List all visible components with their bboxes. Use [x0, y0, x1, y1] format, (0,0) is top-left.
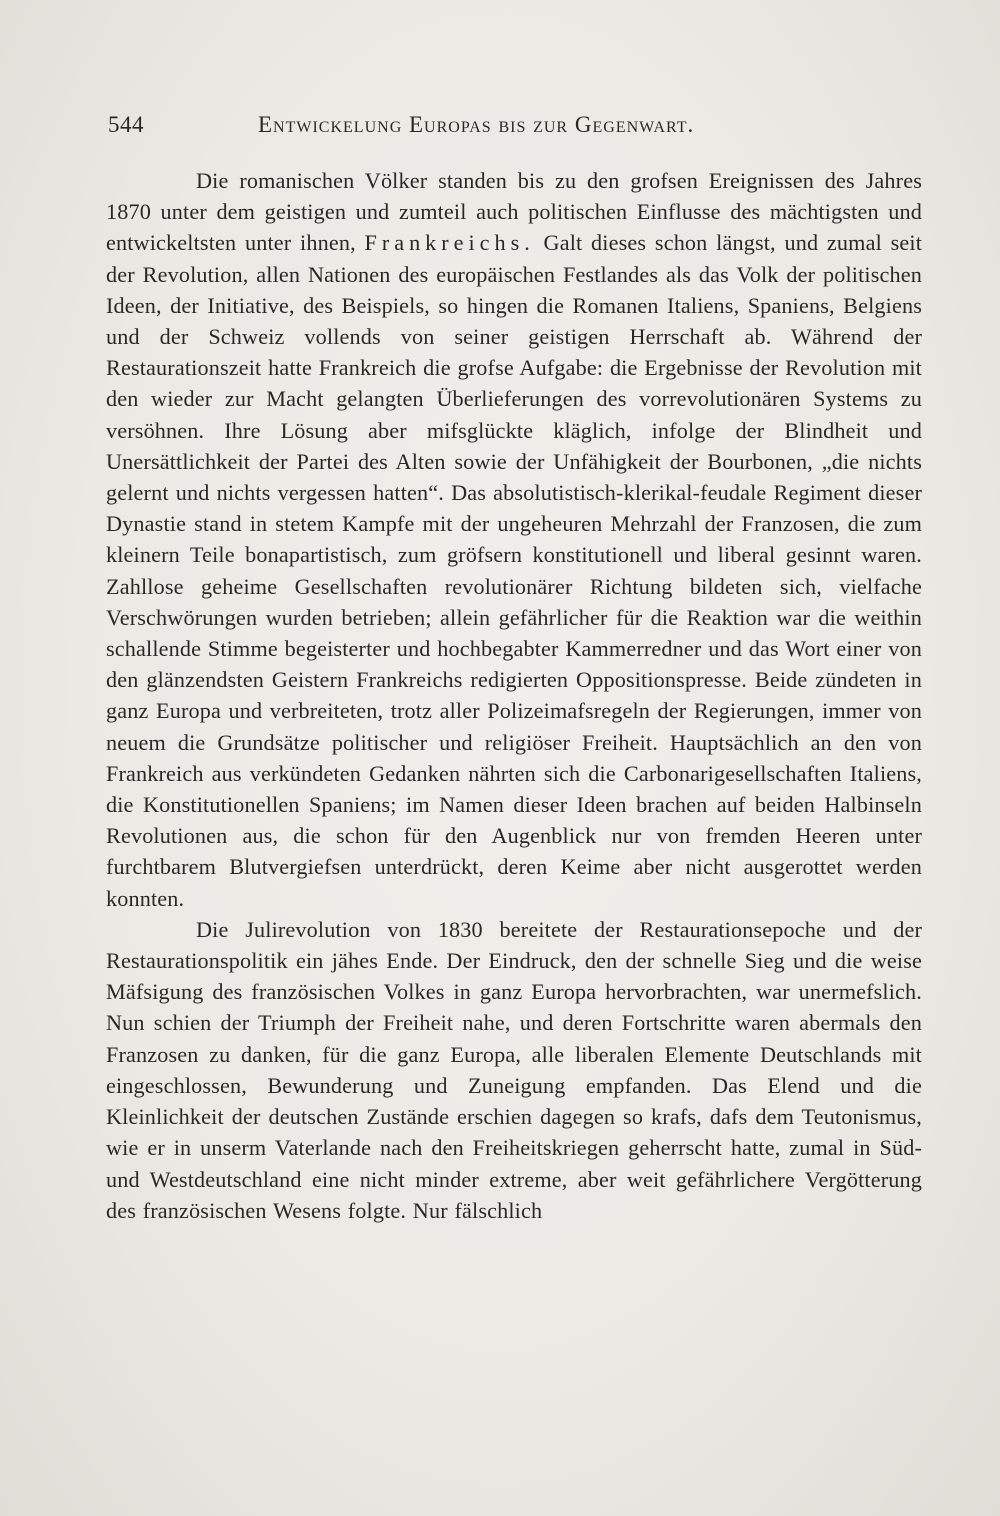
- paragraph-1-text-start: Die romanischen Völker standen bis zu den grofsen Ereignissen des Jahres 1870 unter dem geistigen und zumteil auch politischen Einflusse des mächtigsten und entwickeltsten unter ihnen,: [106, 168, 922, 256]
- running-title: Entwickelung Europas bis zur Gegenwart.: [258, 112, 695, 137]
- page-header: [108, 112, 920, 144]
- paragraph-1-text-rest: Galt dieses schon längst, und zumal seit der Revolution, allen Nationen des europäischen Festlandes als das Volk der politischen Ideen, der Initiative, des Beispiels, so hingen die Romanen Italiens, Spaniens, Belgiens und der Schweiz vollends von seiner geistigen Herrschaft ab. Während der Restaurationszeit hatte Frankreich die grofse Aufgabe: die Ergebnisse der Revolution mit den wieder zur Macht gelangten Überlieferungen des vorrevolutionären Systems zu versöhnen. Ihre Lösung aber mifsglückte kläglich, infolge der Blindheit und Unersättlichkeit der Partei des Alten sowie der Unfähigkeit der Bourbonen, „die nichts gelernt und nichts vergessen hatten“. Das absolutistisch-klerikal-feudale Regiment dieser Dynastie stand in stetem Kampfe mit der ungeheuren Mehrzahl der Franzosen, die zum kleinern Teile bonapartistisch, zum gröfsern konstitutionell und liberal gesinnt waren. Zahllose geheime Gesellschaften revolutionärer Richtung bildeten sich, vielfache Verschwörungen wurden betrieben; allein gefährlicher für die Reaktion war die weithin schallende Stimme begeisterter und hochbegabter Kammerredner und das Wort einer von den glänzendsten Geistern Frankreichs redigierten Oppositionspresse. Beide zündeten in ganz Europa und verbreiteten, trotz aller Polizeimafsregeln der Regierungen, immer von neuem die Grundsätze politischer und religiöser Freiheit. Hauptsächlich an den von Frankreich aus verkündeten Gedanken nährten sich die Carbonarigesellschaften Italiens, die Konstitutionellen Spaniens; im Namen dieser Ideen brachen auf beiden Halbinseln Revolutionen aus, die schon für den Augenblick nur von fremden Heeren unter furchtbarem Blutvergiefsen unterdrückt, deren Keime aber nicht ausgerottet werden konnten.: [106, 230, 923, 911]
- emphasized-word-frankreichs: Frankreichs.: [364, 230, 535, 256]
- page-number: 544: [108, 112, 144, 137]
- paragraph-2: Die Julirevolution von 1830 bereitete der Restaurationsepoche und der Restaurationspolitik ein jähes Ende. Der Eindruck, den der schnelle Sieg und die weise Mäfsigung des französischen Volkes in ganz Europa hervorbrachten, war unermefslich. Nun schien der Triumph der Freiheit nahe, und deren Fortschritte waren abermals den Franzosen zu danken, für die ganz Europa, alle liberalen Elemente Deutschlands mit eingeschlossen, Bewunderung und Zuneigung empfanden. Das Elend und die Kleinlichkeit der deutschen Zustände erschien dagegen so krafs, dafs dem Teutonismus, wie er in unserm Vaterlande nach den Freiheitskriegen geherrscht hatte, zumal in Süd- und Westdeutschland eine nicht minder extreme, aber weit gefährlichere Vergötterung des französischen Wesens folgte. Nur fälschlich: [106, 916, 922, 1223]
- body-text: [106, 165, 922, 1226]
- paragraph-1: [106, 165, 922, 914]
